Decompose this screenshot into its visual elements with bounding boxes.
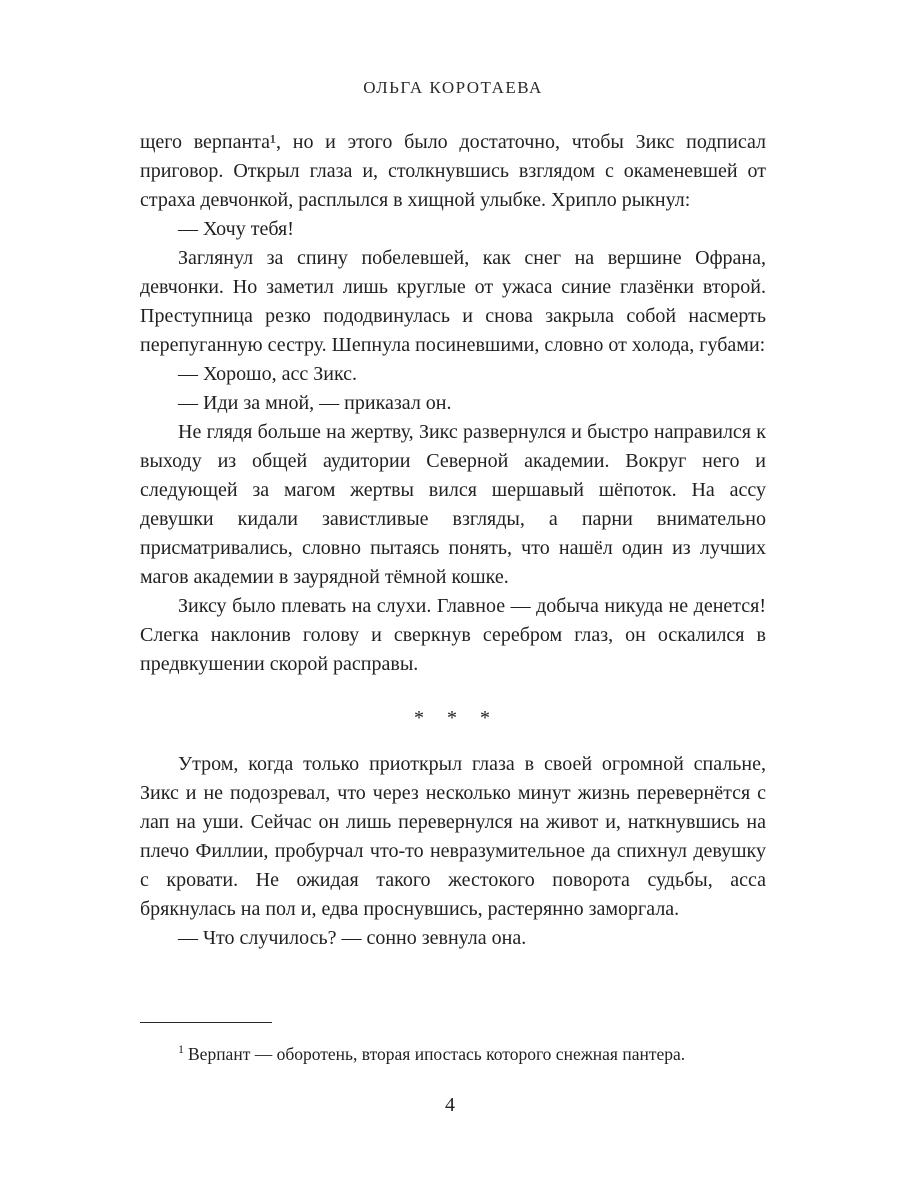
paragraph: — Что случилось? — сонно зевнула она. — [178, 927, 527, 949]
section-separator: * * * — [414, 707, 492, 729]
running-header-author: ОЛЬГА КОРОТАЕВА — [363, 78, 543, 97]
body-text — [140, 128, 766, 953]
footnote-area — [140, 1022, 766, 1084]
page-number: 4 — [445, 1094, 455, 1116]
footnote-body: Верпант — оборотень, вторая ипостась которого снежная пантера. — [188, 1043, 686, 1064]
paragraph: — Иди за мной, — приказал он. — [178, 392, 452, 414]
paragraph: Утром, когда только приоткрыл глаза в своей огромной спальне, Зикс и не подозревал, что через несколько минут жизнь перевернётся с лап на уши. Сейчас он лишь перевернулся на живот и, наткнувшись на плечо Филлии, пробурчал что-то невразумительное да спихнул девушку с кровати. Не ожидая такого жестокого поворота судьбы, асса брякнулась на пол и, едва проснувшись, растерянно заморгала. — [140, 753, 766, 920]
paragraph: — Хорошо, асс Зикс. — [178, 363, 358, 385]
paragraph: щего верпанта¹, но и этого было достаточно, чтобы Зикс подписал приговор. Открыл глаза и, столкнувшись взглядом с окаменевшей от страха девчонкой, расплылся в хищной улыбке. Хрипло рыкнул: — [140, 131, 766, 211]
paragraph: Не глядя больше на жертву, Зикс развернулся и быстро направился к выходу из общей аудитории Северной академии. Вокруг него и следующей за магом жертвы вился шершавый шёпоток. На ассу девушки кидали завистливые взгляды, а парни внимательно присматривались, словно пытаясь понять, что нашёл один из лучших магов академии в заурядной тёмной кошке. — [140, 421, 766, 588]
footnote-divider — [140, 1022, 272, 1023]
paragraph: Заглянул за спину побелевшей, как снег на вершине Офрана, девчонки. Но заметил лишь круглые от ужаса синие глазёнки второй. Преступница резко пододвинулась и снова закрыла собой насмерть перепуганную сестру. Шепнула посиневшими, словно от холода, губами: — [140, 247, 766, 356]
footnote-marker: 1 — [178, 1041, 184, 1056]
paragraph: — Хочу тебя! — [178, 218, 294, 240]
paragraph: Зиксу было плевать на слухи. Главное — добыча никуда не денется! Слегка наклонив голову и сверкнув серебром глаз, он оскалился в предвкушении скорой расправы. — [140, 595, 766, 675]
footnote-text — [140, 1041, 766, 1067]
